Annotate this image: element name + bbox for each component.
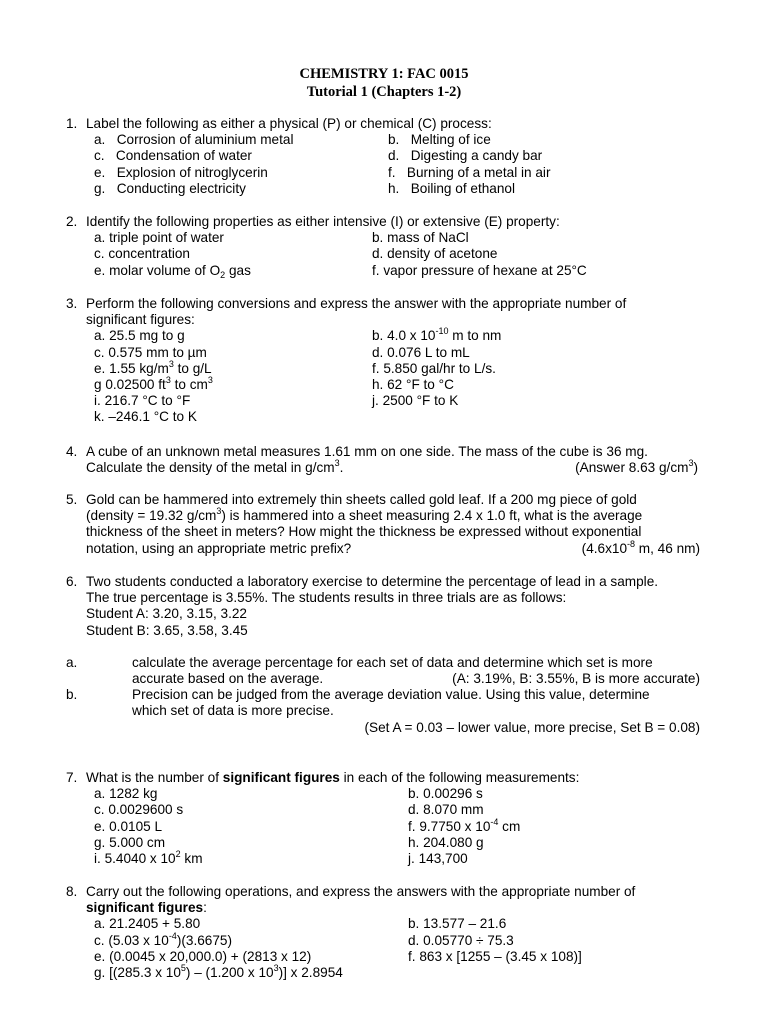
list-item: i. 216.7 °C to °F — [94, 393, 191, 409]
question-number: 8. — [66, 884, 78, 899]
question-text: The true percentage is 3.55%. The students results in three trials are as follows: — [86, 590, 567, 606]
list-item: b. 4.0 x $10^{-10}$ m to nm — [372, 326, 502, 344]
list-item: f. 9.7750 x $10^{-4}$ cm — [408, 816, 521, 834]
sub-question-label: a. — [66, 654, 78, 670]
question-text: accurate based on the average. — [132, 670, 324, 686]
list-item: g. 5.000 cm — [94, 834, 166, 850]
answer-text: (A: 3.19%, B: 3.55%, B is more accurate) — [452, 670, 700, 686]
question-text: (density = 19.32 $g/cm^3$) is hammered into a sheet measuring 2.4 x 1.0 ft, what is the average — [86, 506, 643, 524]
question-text: Carry out the following operations, and express the answers with the appropriate number of — [86, 884, 636, 899]
question-text: Student A: 3.20, 3.15, 3.22 — [86, 606, 247, 622]
answer-text: (Set A = 0.03 – lower value, more precise, Set B = 0.08) — [364, 719, 700, 735]
list-item: h. 204.080 g — [408, 834, 484, 850]
list-item: j. 2500 °F to K — [372, 393, 459, 409]
question-text: significant figures: — [86, 312, 195, 328]
list-item: a. triple point of water — [94, 230, 224, 246]
question-text: Precision can be judged from the average deviation value. Using this value, determine — [132, 687, 650, 703]
list-item: d. Digesting a candy bar — [388, 148, 543, 164]
answer-text: ($4.6x10^{-8}$ m, 46 nm) — [581, 538, 700, 556]
question-text: Label the following as either a physical (P) or chemical (C) process: — [86, 116, 492, 131]
list-item: e. molar volume of $O_2$ gas — [94, 262, 251, 280]
list-item: c. concentration — [94, 246, 190, 262]
question-number: 7. — [66, 770, 78, 785]
list-item: c. Condensation of water — [94, 148, 252, 164]
question-text: Two students conducted a laboratory exercise to determine the percentage of lead in a sample. — [86, 574, 659, 589]
list-item: k. –246.1 °C to K — [94, 409, 197, 425]
document-title: CHEMISTRY 1: FAC 0015 — [299, 66, 469, 82]
list-item: h. 62 °F to °C — [372, 376, 454, 392]
question-number: 3. — [66, 296, 78, 311]
list-item: f. 863 x [1255 – (3.45 x 108)] — [408, 948, 582, 964]
list-item: e. 0.0105 L — [94, 818, 163, 834]
question-number: 5. — [66, 492, 78, 507]
question-text: Perform the following conversions and express the answer with the appropriate number of — [86, 296, 627, 311]
list-item: f. Burning of a metal in air — [388, 164, 551, 180]
list-item: d. 0.05770 ÷ 75.3 — [408, 932, 514, 948]
question-text: calculate the average percentage for each set of data and determine which set is more — [132, 654, 653, 670]
question-2 — [66, 214, 706, 279]
question-text: which set of data is more precise. — [132, 703, 334, 719]
question-7 — [66, 770, 706, 867]
question-4 — [66, 444, 706, 476]
question-text: thickness of the sheet in meters? How might the thickness be expressed without exponential — [86, 524, 642, 540]
list-item: b. Melting of ice — [388, 132, 491, 148]
sub-question-label: b. — [66, 687, 78, 703]
question-text: significant figures: — [86, 900, 207, 916]
question-1 — [66, 116, 706, 197]
question-text: Gold can be hammered into extremely thin sheets called gold leaf. If a 200 mg piece of gold — [86, 492, 637, 507]
question-number: 4. — [66, 444, 78, 459]
list-item: e. Explosion of nitroglycerin — [94, 164, 268, 180]
question-6 — [66, 574, 706, 736]
list-item: f. vapor pressure of hexane at 25°C — [372, 262, 587, 278]
list-item: a. 21.2405 + 5.80 — [94, 916, 201, 932]
list-item: g. Conducting electricity — [94, 180, 246, 196]
list-item: a. 1282 kg — [94, 786, 158, 802]
list-item: c. (5.03 x $10^{-4})(3.6675)$ — [94, 930, 232, 948]
question-text: A cube of an unknown metal measures 1.61 mm on one side. The mass of the cube is 36 mg. — [86, 444, 648, 459]
question-number: 6. — [66, 574, 78, 589]
list-item: g. [(285.3 x $10^5) - (1.200$ x $10^3$)] x 2.8954 — [94, 962, 343, 980]
question-5 — [66, 492, 706, 557]
list-item: d. density of acetone — [372, 246, 498, 262]
list-item: h. Boiling of ethanol — [388, 180, 515, 196]
list-item: a. 25.5 mg to g — [94, 328, 185, 344]
question-3 — [66, 296, 706, 426]
list-item: a. Corrosion of aluminium metal — [94, 132, 294, 148]
list-item: d. 8.070 mm — [408, 802, 484, 818]
list-item: c. 0.575 mm to µm — [94, 344, 207, 360]
list-item: j. 143,700 — [408, 850, 468, 866]
list-item: b. mass of NaCl — [372, 230, 469, 246]
question-text: Student B: 3.65, 3.58, 3.45 — [86, 622, 248, 638]
list-item: e. 1.55 $kg/m^3$ to g/L — [94, 358, 212, 376]
list-item: e. (0.0045 x 20,000.0) + (2813 x 12) — [94, 948, 312, 964]
question-text: Identify the following properties as either intensive (I) or extensive (E) property: — [86, 214, 560, 229]
list-item: i. 5.4040 x $10^2$ km — [94, 848, 203, 866]
question-8 — [66, 884, 706, 981]
list-item: f. 5.850 gal/hr to L/s. — [372, 360, 496, 376]
list-item: b. 0.00296 s — [408, 786, 483, 802]
document-subtitle: Tutorial 1 (Chapters 1-2) — [306, 84, 462, 100]
list-item: d. 0.076 L to mL — [372, 344, 470, 360]
question-text: Calculate the density of the metal in $g/cm^3$. — [86, 458, 344, 476]
question-number: 2. — [66, 214, 78, 229]
question-number: 1. — [66, 116, 78, 131]
answer-text: (Answer 8.63 $g/cm^3$) — [575, 458, 698, 476]
list-item: g 0.02500 $ft^3$ to $cm^3$ — [94, 374, 213, 392]
question-text: notation, using an appropriate metric prefix? — [86, 540, 352, 556]
question-text: What is the number of significant figures in each of the following measurements: — [86, 770, 580, 785]
list-item: b. 13.577 – 21.6 — [408, 916, 507, 932]
list-item: c. 0.0029600 s — [94, 802, 184, 818]
